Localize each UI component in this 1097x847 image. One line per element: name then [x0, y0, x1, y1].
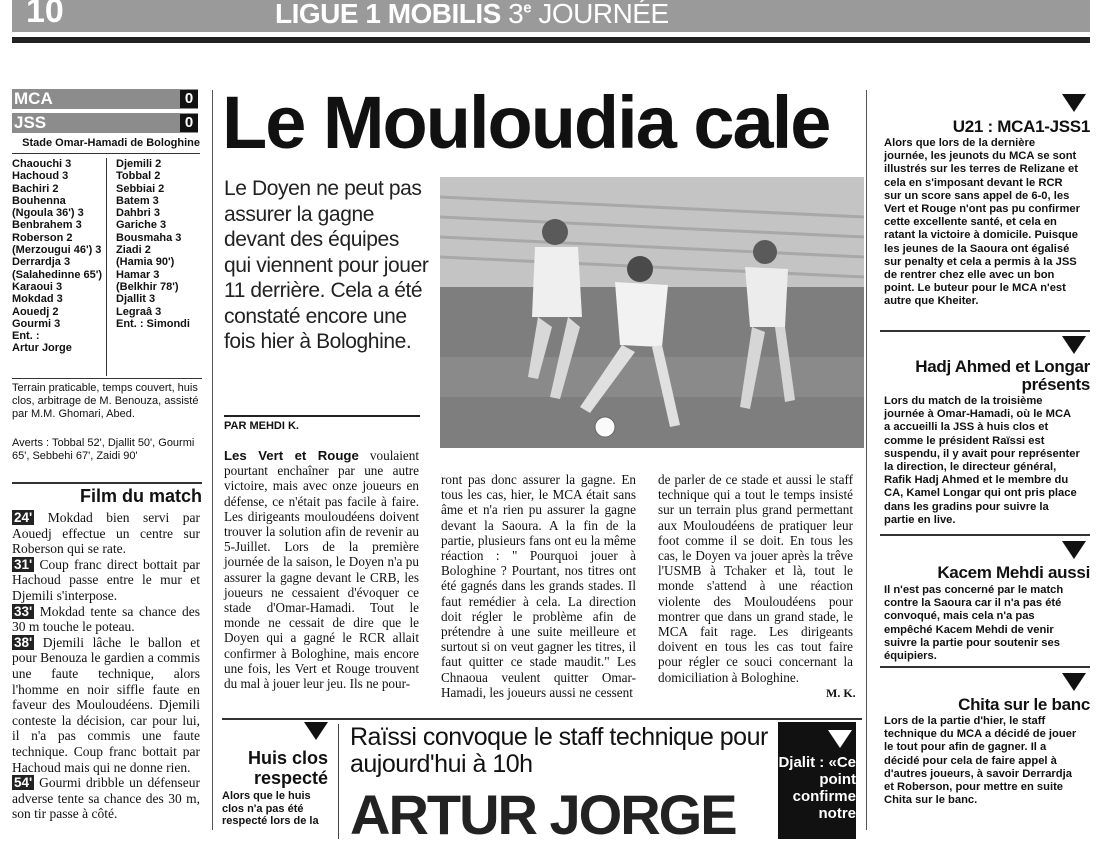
lineup-entry: (Merzougui 46') 3	[12, 244, 102, 257]
home-team-bar	[12, 89, 198, 109]
arrow-down-icon	[1062, 673, 1086, 691]
away-score: 0	[180, 114, 198, 132]
artur-jorge-headline: ARTUR JORGE	[350, 783, 736, 846]
bottom-divider	[338, 724, 339, 839]
film-events	[12, 510, 200, 821]
lineup-entry: Bousmaha 3	[116, 231, 182, 244]
away-team: JSS	[14, 113, 47, 132]
column-divider-right	[866, 90, 867, 830]
arrow-down-icon	[828, 730, 852, 748]
journee-sup: e	[523, 0, 532, 17]
sidebar-text-u21: Alors que lors de la dernière journée, les jeunots du MCA se sont illustrés sur les terres de Relizane et cela en s'imposant devant le RCR sur un score sans appel de 6-0, les Vert et Rouge n'ont pas pu confirmer cette excellente santé, et cela en ratant la victoire à domicile. Puisque les jeunes de la Saoura ont égalisé sur penalty et cela a permis à la JSS de rentrer chez elle avec un bon point. Le buteur pour le MCA n'est autre que Kheiter.	[884, 137, 1080, 308]
lineup-entry: Hachoud 3	[12, 170, 69, 183]
section-title	[275, 0, 669, 30]
film-title: Film du match	[79, 486, 202, 506]
match-cards: Averts : Tobbal 52', Djallit 50', Gourmi 65', Sebbehi 67', Zaidi 90'	[12, 437, 195, 462]
lineup-entry: Karaoui 3	[12, 280, 63, 293]
lineup-divider	[106, 158, 107, 376]
home-team: MCA	[14, 89, 53, 108]
film-event	[12, 557, 200, 604]
sidebar-text-hadj-ahmed: Lors du match de la troisième journée à Omar-Hamadi, où le MCA a accueilli la JSS à huis clos et comme le président Raïssi est suspendu, il y avait pour représenter la direction, le directeur général, Rafik Hadj Ahmed et le membre du CA, Kamel Longar qui ont pris place dans les gradins pour suivre la partie en live.	[884, 395, 1080, 526]
lineup-entry: Aouedj 2	[12, 305, 59, 318]
event-minute: 24'	[14, 510, 33, 525]
lineup-entry: Tobbal 2	[116, 170, 161, 183]
article-signature: M. K.	[826, 686, 856, 700]
sidebar-title-chita: Chita sur le banc	[958, 695, 1090, 714]
lineup-entry: (Ngoula 36') 3	[12, 207, 84, 220]
lead-in: Les Vert et Rouge	[224, 448, 359, 463]
huis-clos-title: Huis clos respecté	[247, 748, 328, 788]
lineup-entry: Dahbri 3	[116, 207, 161, 220]
film-event	[12, 775, 200, 821]
huis-clos-text: Alors que le huis clos n'a pas été respecté lors de la	[222, 790, 319, 827]
article-lede: Le Doyen ne peut pas assurer la gagne devant des équipes qui viennent pour jouer 11 derrière. Cela a été constaté encore une fois hier à Bologhine.	[224, 177, 429, 353]
event-minute: 33'	[14, 603, 33, 619]
lineup-entry: Artur Jorge	[12, 342, 72, 355]
lineup-entry: Bachiri 2	[12, 182, 59, 195]
page-header	[12, 0, 1090, 32]
byline: PAR MEHDI K.	[224, 420, 299, 432]
home-lineup	[12, 158, 106, 355]
lineup-entry: Legraâ 3	[116, 305, 162, 318]
lineup-entry: Gariche 3	[116, 219, 167, 232]
arrow-down-icon	[1062, 336, 1086, 354]
journee-number: 3	[508, 0, 524, 29]
page-number: 10	[26, 0, 64, 30]
lineup-rule	[12, 153, 200, 154]
stadium: Stade Omar-Hamadi de Bologhine	[22, 137, 200, 149]
sidebar-rule	[880, 534, 1090, 536]
article-column-1	[224, 448, 419, 691]
sidebar-text-kacem: Il n'est pas concerné par le match contre la Saoura car il n'a pas été convoqué, mais cela n'a pas empêché Kacem Mehdi de venir suivre la partie pour soutenir ses équipiers.	[884, 584, 1064, 663]
lineup-entry: (Salahedinne 65')	[12, 268, 103, 281]
article-column-3	[658, 472, 853, 685]
home-score: 0	[180, 90, 198, 108]
event-text: Djemili lâche le ballon et pour Benouza le gardien a commis une faute technique, alors l'homme en noir siffle faute en faveur des Mouloudéens. Djemili conteste la décision, car pour lui, il n'a pas commis une faute technique. Coup franc bottait par Hachoud mais qui ne donne rien.	[12, 634, 200, 775]
away-team-bar	[12, 113, 198, 133]
sidebar-title-kacem: Kacem Mehdi aussi	[937, 563, 1090, 582]
journee-word: JOURNÉE	[538, 0, 669, 29]
lineup-entry: Sebbiai 2	[116, 182, 165, 195]
sidebar-title-u21: U21 : MCA1-JSS1	[952, 117, 1090, 136]
film-event	[12, 635, 200, 775]
lineup-entry: Ent. : Simondi	[116, 317, 190, 330]
event-text: Gourmi dribble un défenseur adverse tente sa chance des 30 m, son tir passe à côté.	[12, 775, 200, 822]
lineup-entry: Gourmi 3	[12, 317, 61, 330]
lineup-entry: Derrardja 3	[12, 256, 71, 269]
lineup-entry: Bouhenna	[12, 194, 66, 207]
film-event	[12, 604, 200, 635]
article-text: ront pas donc assurer la gagne. En tous les cas, hier, le MCA était sans âme et n'a rien pu assurer la gagne devant la Saoura. A la fin de la partie, plusieurs fans ont eu la même réaction : " Pourquoi jouer à Bologhine ? Pourtant, nos titres ont été gagnés dans les grands stades. Il faut remédier à cela. La direction doit régler le problème afin de prétendre à une suite meilleure et surtout si on veut gagner les titres, il faut quitter ce stade maudit." Les Chnaoua veulent quitter Omar-Hamadi, les joueurs aussi ne cessent	[441, 472, 636, 700]
lineup-entry: (Belkhir 78')	[116, 280, 179, 293]
bottom-rule	[222, 718, 862, 720]
lineup-entry: Hamar 3	[116, 268, 160, 281]
lineup-entry: Djemili 2	[116, 158, 162, 170]
event-minute: 31'	[14, 556, 33, 572]
lineup-entry: (Hamia 90')	[116, 256, 175, 269]
article-text: de parler de ce stade et aussi le staff technique qui a tout le temps insisté sur un terrain plus grand permettant aux Mouloudéens de pratiquer leur foot comme il se doit. En tous les cas, le Doyen va jouer après la trêve l'USMB à Tchaker et là, tout le monde s'attend à une réaction violente des Mouloudéens pour montrer que dans un grand stade, le MCA fait rage. Les dirigeants doivent en tous les cas tout faire pour régler ce souci concernant la domiciliation à Bologhine.	[658, 472, 853, 685]
column-divider-left	[212, 90, 213, 830]
lineup-entry: Mokdad 3	[12, 293, 63, 306]
film-event	[12, 510, 200, 557]
sidebar-rule	[880, 666, 1090, 668]
arrow-down-icon	[304, 722, 328, 740]
lineup-entry: Djallit 3	[116, 293, 156, 306]
sidebar-text-chita: Lors de la partie d'hier, le staff technique du MCA a décidé de jouer le tout pour afin de gagner. Il a décidé pour cela de faire appel à d'autres joueurs, à savoir Derrardja et Roberson, pour mettre en suite Chita sur le banc.	[884, 715, 1077, 807]
article-column-2	[441, 472, 636, 700]
event-text: Mokdad bien servi par Aouedj effectue un centre sur Roberson qui se rate.	[12, 510, 201, 557]
lineup-entry: Benbrahem 3	[12, 219, 82, 232]
away-lineup	[116, 158, 202, 330]
event-minute: 38'	[14, 634, 33, 650]
lineup-entry: Ziadi 2	[116, 244, 151, 257]
football-players-illustration	[440, 177, 864, 448]
lineup-entry: Chaouchi 3	[12, 158, 72, 170]
djalit-box	[778, 722, 856, 839]
header-rule	[12, 37, 1090, 43]
arrow-down-icon	[1062, 541, 1086, 559]
conditions-rule	[12, 378, 202, 379]
arrow-down-icon	[1062, 94, 1086, 112]
lineup-entry: Ent. :	[12, 330, 40, 343]
headline: Le Mouloudia cale	[222, 81, 830, 164]
byline-rule	[224, 415, 420, 417]
lineup-entry: Roberson 2	[12, 231, 73, 244]
sidebar-rule	[880, 330, 1090, 332]
djalit-quote: Djalit : «Ce point confirme notre	[778, 754, 856, 822]
article-text: voulaient pourtant enchaîner par une autre victoire, mais avec onze joueurs en défense, ce n'était pas facile à faire. Les dirigeants mouloudéens doivent trouver la solution afin de revenir au 5-Juillet. Lors de la première journée de la saison, le Doyen n'a pu assurer la gagne devant le CRB, les joueurs ne cessaient d'évoquer ce stade d'Omar-Hamadi. Tout le monde ne cessait de dire que le Doyen qui a gagné le RCR allait confirmer à Bologhine, mais encore une fois, les Vert et Rouge trouvent du mal à jouer leur jeu. Ils ne pour-	[224, 448, 419, 692]
event-minute: 54'	[14, 775, 33, 791]
sidebar-title-hadj-ahmed: Hadj Ahmed et Longar présents	[915, 357, 1090, 394]
match-conditions: Terrain praticable, temps couvert, huis clos, arbitrage de M. Benouza, assisté par M.M. Ghomari, Abed.	[12, 382, 199, 420]
event-text: Mokdad tente sa chance des 30 m touche le poteau.	[12, 603, 200, 635]
film-rule	[12, 482, 202, 484]
raissi-headline: Raïssi convoque le staff technique pour aujourd'hui à 10h	[350, 723, 768, 778]
match-photo	[440, 177, 864, 448]
competition-name: LIGUE 1 MOBILIS	[275, 0, 501, 29]
lineup-entry: Batem 3	[116, 194, 159, 207]
event-text: Coup franc direct bottait par Hachoud passe entre le mur et Djemili s'interpose.	[12, 556, 200, 603]
article-paragraph	[224, 448, 419, 691]
